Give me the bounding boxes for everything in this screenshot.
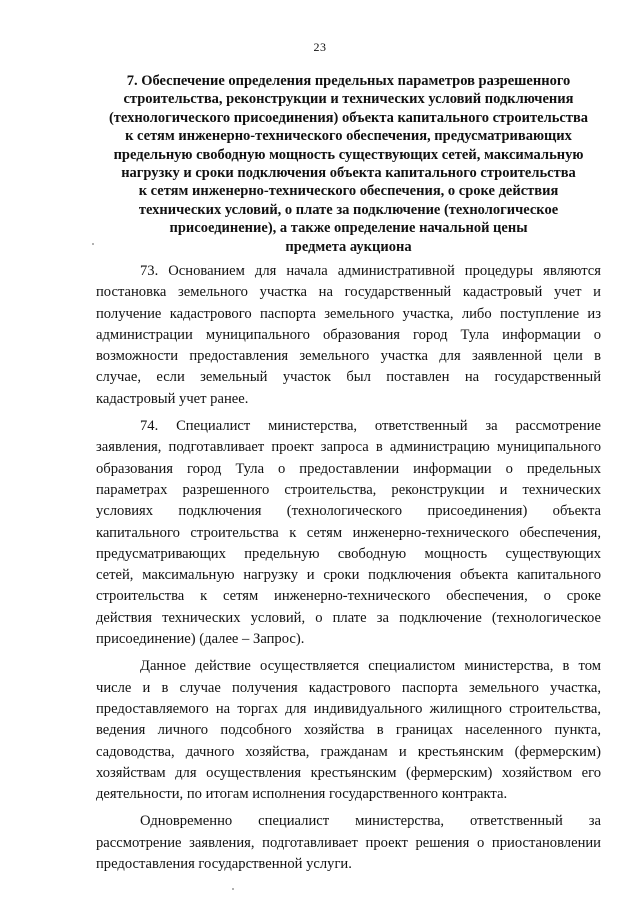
paragraph-simultaneously <box>96 811 601 875</box>
text-line: кадастровый учет ранее. <box>96 390 249 407</box>
text-line: параметрах разрешенного строительства, реконструкции и технических <box>96 481 601 498</box>
text-line: заявления, подготавливает проект запроса в администрацию муниципального <box>96 439 601 456</box>
text-line: администрации муниципального образования город Тула информации о <box>96 326 601 343</box>
text-line: предоставляемого на торгах для индивидуального жилищного строительства, <box>96 700 601 717</box>
scan-speck <box>92 243 94 245</box>
paragraph-73 <box>96 261 601 410</box>
text-line: предусматривающих предельную свободную мощность существующих <box>96 545 601 562</box>
paragraph-74 <box>96 416 601 650</box>
heading-line: (технологического присоединения) объекта капитального строительства <box>108 109 589 126</box>
text-line: случае, если земельный участок был поставлен на государственный <box>96 369 601 386</box>
text-line: присоединение) (далее – Запрос). <box>96 631 305 648</box>
heading-line: строительства, реконструкции и технических условий подключения <box>123 91 574 108</box>
text-line: деятельности, по итогам исполнения государственного контракта. <box>96 786 508 803</box>
heading-line: к сетям инженерно-технического обеспечения, предусматривающих <box>125 128 572 145</box>
text-line: Данное действие осуществляется специалистом министерства, в том <box>140 658 601 675</box>
heading-line: технических условий, о плате за подключение (технологическое <box>138 201 559 218</box>
scan-speck <box>232 888 234 890</box>
text-line: постановка земельного участка на государственный кадастровый учет и <box>96 284 601 301</box>
text-line: ведения личного подсобного хозяйства в границах населенного пункта, <box>96 722 601 739</box>
page-number: 23 <box>313 40 327 54</box>
text-line: образования город Тула о предоставлении информации о предельных <box>96 460 601 477</box>
text-line: 73. Основанием для начала административной процедуры являются <box>140 263 601 279</box>
text-line: условиях подключения (технологического присоединения) объекта <box>96 503 601 520</box>
text-line: сетей, максимальную нагрузку и сроки подключения объекта капитального <box>96 567 601 584</box>
text-line: капитального строительства к сетям инженерно-технического обеспечения, <box>96 524 601 541</box>
heading-line: нагрузку и сроки подключения объекта капитального строительства <box>121 165 576 182</box>
text-line: предоставления государственной услуги. <box>96 856 352 873</box>
text-line: рассмотрение заявления, подготавливает проект решения о приостановлении <box>96 834 601 851</box>
text-line: строительства к сетям инженерно-технического обеспечения, о сроке <box>96 588 601 605</box>
document-body <box>96 261 601 881</box>
heading-line: предмета аукциона <box>285 238 412 255</box>
text-line: возможности предоставления земельного участка для заявленной цели в <box>96 348 601 365</box>
section-heading <box>96 72 601 256</box>
text-line: числе и в случае получения кадастрового паспорта земельного участка, <box>96 679 601 696</box>
text-line: действия технических условий, о плате за подключение (технологическое <box>96 609 601 626</box>
text-line: садоводства, дачного хозяйства, гражданам и крестьянским (фермерским) <box>96 743 601 760</box>
text-line: 74. Специалист министерства, ответственный за рассмотрение <box>140 418 601 435</box>
text-line: получение кадастрового паспорта земельного участка, либо поступление из <box>96 305 601 322</box>
heading-line: предельную свободную мощность существующих сетей, максимальную <box>113 146 584 163</box>
heading-line: 7. Обеспечение определения предельных параметров разрешенного <box>126 73 571 89</box>
text-line: Одновременно специалист министерства, ответственный за <box>140 813 601 830</box>
text-line: хозяйствам для осуществления крестьянским (фермерским) хозяйством его <box>96 764 601 781</box>
heading-line: к сетям инженерно-технического обеспечения, о сроке действия <box>138 183 559 200</box>
paragraph-action <box>96 656 601 805</box>
heading-line: присоединение), а также определение начальной цены <box>169 220 528 237</box>
